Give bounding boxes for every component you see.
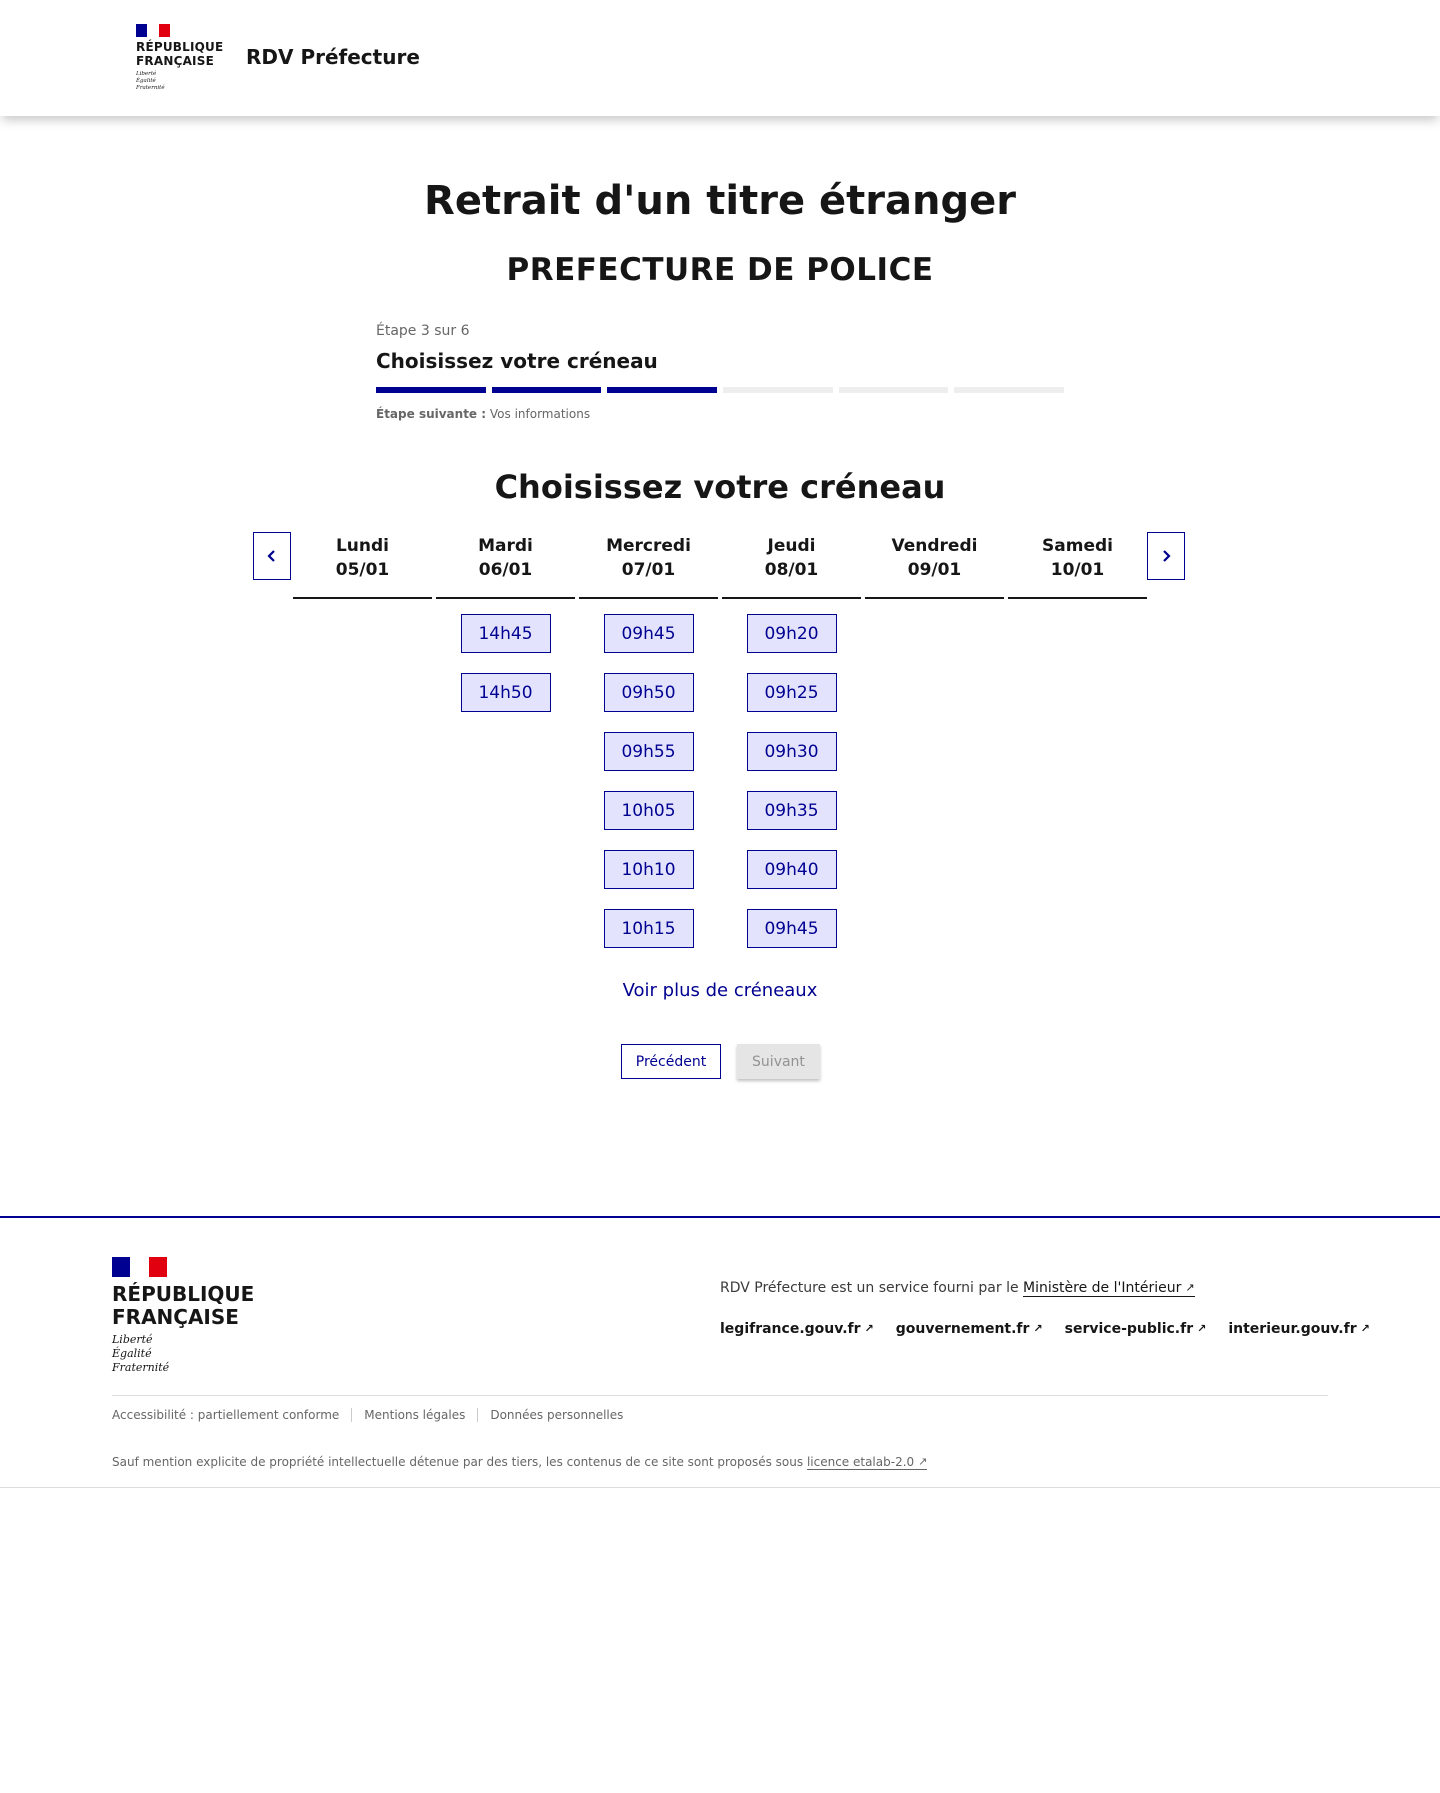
- time-slot-button[interactable]: 09h40: [747, 850, 837, 889]
- day-name: Lundi: [335, 536, 390, 556]
- service-title[interactable]: RDV Préfecture: [246, 45, 420, 69]
- french-flag-icon: [136, 24, 170, 37]
- footer-description: [720, 1280, 1195, 1296]
- step-bar-segment: [954, 387, 1064, 393]
- day-column: [436, 532, 575, 948]
- accessibility-link[interactable]: Accessibilité : partiellement conforme: [112, 1408, 340, 1422]
- day-name: Jeudi: [767, 536, 816, 556]
- day-column: [722, 532, 861, 948]
- step-bar-segment: [723, 387, 833, 393]
- day-name: Mardi: [478, 536, 533, 556]
- footer-logo-text: RÉPUBLIQUE FRANÇAISE: [112, 1282, 255, 1329]
- day-name: Samedi: [1042, 536, 1113, 556]
- ministere-link[interactable]: Ministère de l'Intérieur ↗: [1023, 1280, 1195, 1296]
- stepper: [376, 323, 1064, 421]
- section-title: Choisissez votre créneau: [494, 468, 946, 506]
- previous-button[interactable]: Précédent: [621, 1044, 721, 1079]
- day-date: 06/01: [478, 560, 533, 580]
- footer-logo-motto: Liberté Égalité Fraternité: [112, 1333, 170, 1374]
- time-slot-button[interactable]: 10h05: [604, 791, 694, 830]
- license-text: Sauf mention explicite de propriété intellectuelle détenue par des tiers, les contenus de ce site sont proposés sous: [112, 1455, 804, 1469]
- day-column: [865, 532, 1004, 948]
- time-slot-button[interactable]: 10h15: [604, 909, 694, 948]
- day-header: [436, 532, 575, 599]
- day-date: 09/01: [907, 560, 962, 580]
- footer-link-gouvernement[interactable]: gouvernement.fr ↗: [895, 1321, 1043, 1337]
- external-link-icon: ↗: [1185, 1281, 1195, 1294]
- step-title: Choisissez votre créneau: [376, 349, 658, 373]
- logo-text: RÉPUBLIQUE FRANÇAISE: [136, 40, 224, 68]
- time-slot-button[interactable]: 09h55: [604, 732, 694, 771]
- day-header: [865, 532, 1004, 599]
- external-link-icon: ↗: [918, 1455, 928, 1468]
- next-step-info: [376, 407, 1064, 421]
- chevron-left-icon: [265, 549, 279, 563]
- day-column: [579, 532, 718, 948]
- time-slot-button[interactable]: 10h10: [604, 850, 694, 889]
- day-date: 07/01: [621, 560, 676, 580]
- time-slot-button[interactable]: 09h30: [747, 732, 837, 771]
- slot-list: [436, 614, 575, 712]
- time-slot-button[interactable]: 14h50: [461, 673, 551, 712]
- footer-link-interieur[interactable]: interieur.gouv.fr ↗: [1228, 1321, 1370, 1337]
- step-bar-segment: [607, 387, 717, 393]
- time-slot-button[interactable]: 09h50: [604, 673, 694, 712]
- step-bar-segment: [839, 387, 949, 393]
- external-link-icon: ↗: [1033, 1322, 1043, 1335]
- footer-link-service-public[interactable]: service-public.fr ↗: [1064, 1321, 1207, 1337]
- time-slot-button[interactable]: 09h35: [747, 791, 837, 830]
- external-link-icon: ↗: [1360, 1322, 1370, 1335]
- day-header: [579, 532, 718, 599]
- day-column: [1008, 532, 1147, 948]
- footer-links: [720, 1321, 1370, 1337]
- page-subtitle: PREFECTURE DE POLICE: [506, 252, 934, 288]
- more-slots-link[interactable]: Voir plus de créneaux: [622, 980, 818, 1001]
- day-header: [293, 532, 432, 599]
- calendar-days: [293, 532, 1147, 948]
- footer-logo[interactable]: [112, 1257, 254, 1375]
- time-slot-button[interactable]: 09h45: [604, 614, 694, 653]
- step-bar-segment: [492, 387, 602, 393]
- page-title: Retrait d'un titre étranger: [424, 178, 1016, 224]
- footer-license: [112, 1455, 927, 1469]
- step-count: Étape 3 sur 6: [376, 323, 470, 339]
- republique-francaise-logo[interactable]: [136, 24, 223, 92]
- personal-data-link[interactable]: Données personnelles: [477, 1408, 635, 1422]
- logo-motto: Liberté Égalité Fraternité: [136, 71, 165, 91]
- next-step-value: Vos informations: [489, 407, 591, 421]
- slot-list: [722, 614, 861, 948]
- time-slot-button[interactable]: 09h20: [747, 614, 837, 653]
- slot-list: [579, 614, 718, 948]
- day-name: Vendredi: [891, 536, 978, 556]
- time-slot-button[interactable]: 09h25: [747, 673, 837, 712]
- next-button[interactable]: Suivant: [737, 1044, 820, 1079]
- license-link[interactable]: licence etalab-2.0 ↗: [806, 1455, 928, 1469]
- site-footer: [0, 1216, 1440, 1488]
- previous-week-button[interactable]: [253, 532, 291, 580]
- day-header: [1008, 532, 1147, 599]
- next-week-button[interactable]: [1147, 532, 1185, 580]
- day-date: 08/01: [764, 560, 819, 580]
- external-link-icon: ↗: [864, 1322, 874, 1335]
- step-bar-segment: [376, 387, 486, 393]
- legal-mentions-link[interactable]: Mentions légales: [351, 1408, 477, 1422]
- slot-calendar: [253, 532, 1187, 1012]
- time-slot-button[interactable]: 09h45: [747, 909, 837, 948]
- day-name: Mercredi: [606, 536, 691, 556]
- day-date: 05/01: [335, 560, 390, 580]
- external-link-icon: ↗: [1197, 1322, 1207, 1335]
- chevron-right-icon: [1159, 549, 1173, 563]
- day-column: [293, 532, 432, 948]
- footer-description-text: RDV Préfecture est un service fourni par le: [720, 1280, 1019, 1296]
- footer-link-legifrance[interactable]: legifrance.gouv.fr ↗: [720, 1321, 874, 1337]
- step-progress-bar: [376, 387, 1064, 393]
- day-date: 10/01: [1050, 560, 1105, 580]
- day-header: [722, 532, 861, 599]
- site-header: [0, 0, 1440, 116]
- footer-bottom-links: [112, 1408, 635, 1422]
- french-flag-icon: [112, 1257, 167, 1277]
- footer-divider: [112, 1395, 1328, 1396]
- next-step-label: Étape suivante :: [376, 407, 487, 421]
- time-slot-button[interactable]: 14h45: [461, 614, 551, 653]
